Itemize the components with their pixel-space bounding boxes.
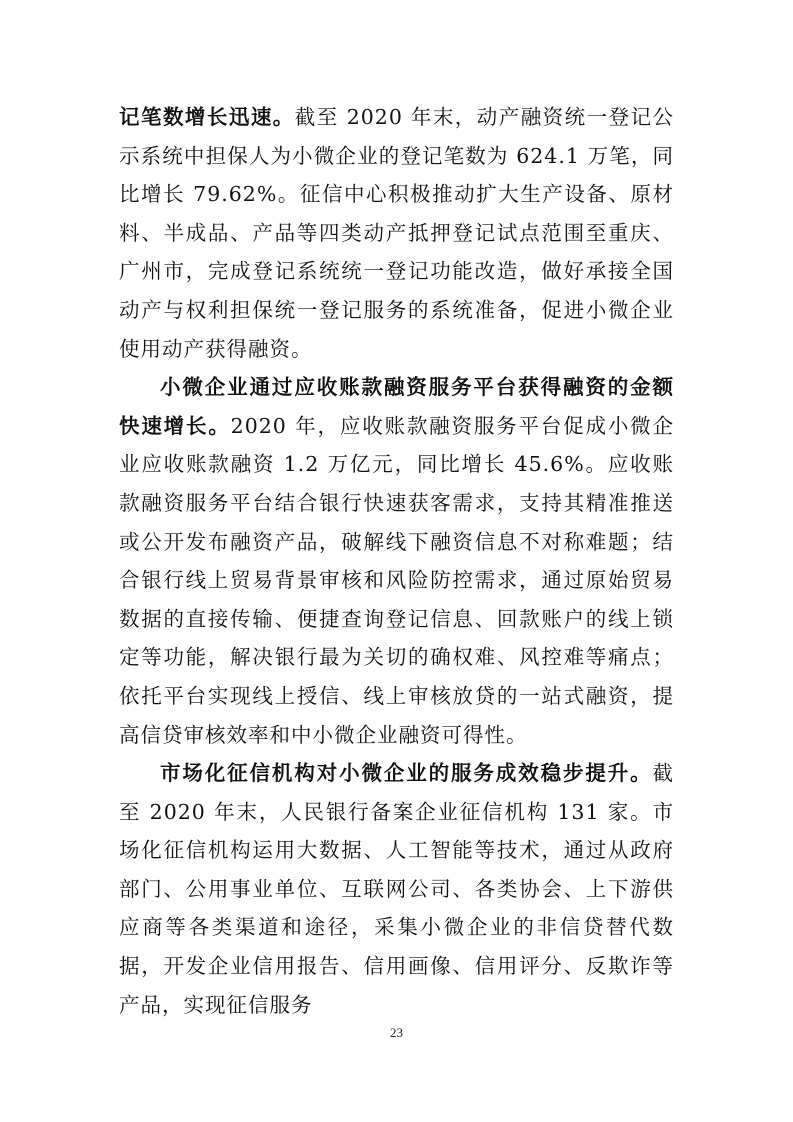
paragraph-3-lead: 市场化征信机构对小微企业的服务成效稳步提升。 (160, 761, 653, 786)
paragraph-1 (119, 98, 674, 368)
body-text (119, 98, 674, 1024)
paragraph-1-text: 截至 2020 年末，动产融资统一登记公示系统中担保人为小微企业的登记笔数为 624.1 万笔，同比增长 79.62%。征信中心积极推动扩大生产设备、原材料、半成品、产品等四类动产抵押登记试点范围至重庆、广州市，完成登记系统统一登记功能改造，做好承接全国动产与权利担保统一登记服务的系统准备，促进小微企业使用动产获得融资。 (119, 105, 675, 361)
paragraph-2 (119, 368, 674, 754)
paragraph-2-lead: 小微企业通过应收账款融资服务平台获得融资的金额快速增长。 (119, 375, 674, 438)
paragraph-2-text: 2020 年，应收账款融资服务平台促成小微企业应收账款融资 1.2 万亿元，同比增长 45.6%。应收账款融资服务平台结合银行快速获客需求，支持其精准推送或公开发布融资产品，破解线下融资信息不对称难题；结合银行线上贸易背景审核和风险防控需求，通过原始贸易数据的直接传输、便捷查询登记信息、回款账户的线上锁定等功能，解决银行最为关切的确权难、风控难等痛点；依托平台实现线上授信、线上审核放贷的一站式融资，提高信贷审核效率和中小微企业融资可得性。 (119, 413, 675, 747)
paragraph-3 (119, 754, 674, 1024)
page-number: 23 (390, 1025, 403, 1040)
paragraph-1-lead: 记笔数增长迅速。 (119, 105, 295, 129)
paragraph-3-text: 截至 2020 年末，人民银行备案企业征信机构 131 家。市场化征信机构运用大数据、人工智能等技术，通过从政府部门、公用事业单位、互联网公司、各类协会、上下游供应商等各类渠道和途径，采集小微企业的非信贷替代数据，开发企业信用报告、信用画像、信用评分、反欺诈等产品，实现征信服务 (119, 761, 674, 1017)
